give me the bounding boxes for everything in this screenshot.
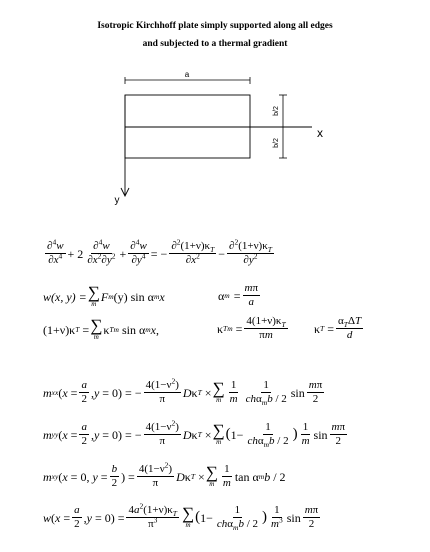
eq3-rhs: sin α [121,322,146,337]
dim-b-lower-label: b/2 [273,138,280,148]
eq2-lhs: w(x, y) = [43,289,87,304]
y-axis-label: y [114,195,120,206]
eq2-rhs: (y) sin α [113,289,154,304]
equation-displacement-series: w(x, y) = ∑ m F m (y) sin α m x [43,283,165,308]
plate-diagram [0,0,430,230]
eq7-label: w [43,510,52,525]
title-line-2: and subjected to a thermal gradient [142,39,288,49]
equation-mxy: m xy ( x = 0, y = $\frac{b}{2}$ ) = $\frac{4(1-\nu^2)}{\pi}$ D κ T × ∑ m $\frac{1}{m}$ tan α m b / 2 [43,460,286,489]
equation-plate: $\frac{\partial^4w}{\partial x^4}$ + 2 $\frac{\partial^4w}{\partial x^2\partial y^2}$ + $\frac{\partial^4w}{\partial y^4}$ = − $\frac{\partial^2(1+\nu)\kappa_T}{\partial x^2}$ − $\frac{\partial^2(1+\nu)\kappa_T}{\partial y^2}$ [47,237,272,266]
x-axis-label: x [317,126,323,140]
equation-curvature-series: (1+ν)κ T = ∑ m κ Tm sin α m x , [43,316,159,341]
equation-myy: m yy ( x = $\frac{a}{2}$ , y = 0) = − $\frac{4(1-\nu^2)}{\pi}$ D κ T × ∑ m ( 1− $\frac{1}{ch\alpha_mb / 2}$ ) $\frac{1}{m}$ sin $\frac{m\pi}{2}$ [43,418,346,450]
eq4-label: m [43,385,52,400]
dim-b-upper-label: b/2 [273,106,280,116]
eq3-lhs: (1+ν)κ [43,322,76,337]
plate-rectangle [125,95,250,158]
equation-alpha: α m = $\frac{m\pi}{a}$ [218,282,259,308]
equation-kappa-tm: κ Tm = $\frac{4(1+\nu)\kappa_T}{\pi m}$ [217,315,286,341]
eq5-label: m [43,427,52,442]
eq6-label: m [43,469,52,484]
eq1-coef: + 2 [67,246,84,261]
dim-a-label: a [184,70,190,79]
equation-mxx: m xx ( x = $\frac{a}{2}$ , y = 0) = − $\frac{4(1-\nu^2)}{\pi}$ D κ T × ∑ m $\frac{1}{m}$ $\frac{1}{ch\alpha_mb / 2}$ sin $\frac{m\pi}{2}$ [43,376,323,408]
title-line-1: Isotropic Kirchhoff plate simply supported along all edges [97,21,333,31]
eq1-eq: = − [150,246,168,261]
equation-kappa-t: κ T = $\frac{\alpha_T\Delta T}{d}$ [314,315,362,341]
eq2-alpha: α [218,288,225,303]
equation-w-center: w ( x = $\frac{a}{2}$ , y = 0) = $\frac{4a^2(1+\nu)\kappa_T}{\pi^3}$ ∑ m ( 1− $\frac{1}{ch\alpha_mb / 2}$ ) $\frac{1}{m^3}$ sin $\frac{m\pi}{2}$ [43,501,319,533]
